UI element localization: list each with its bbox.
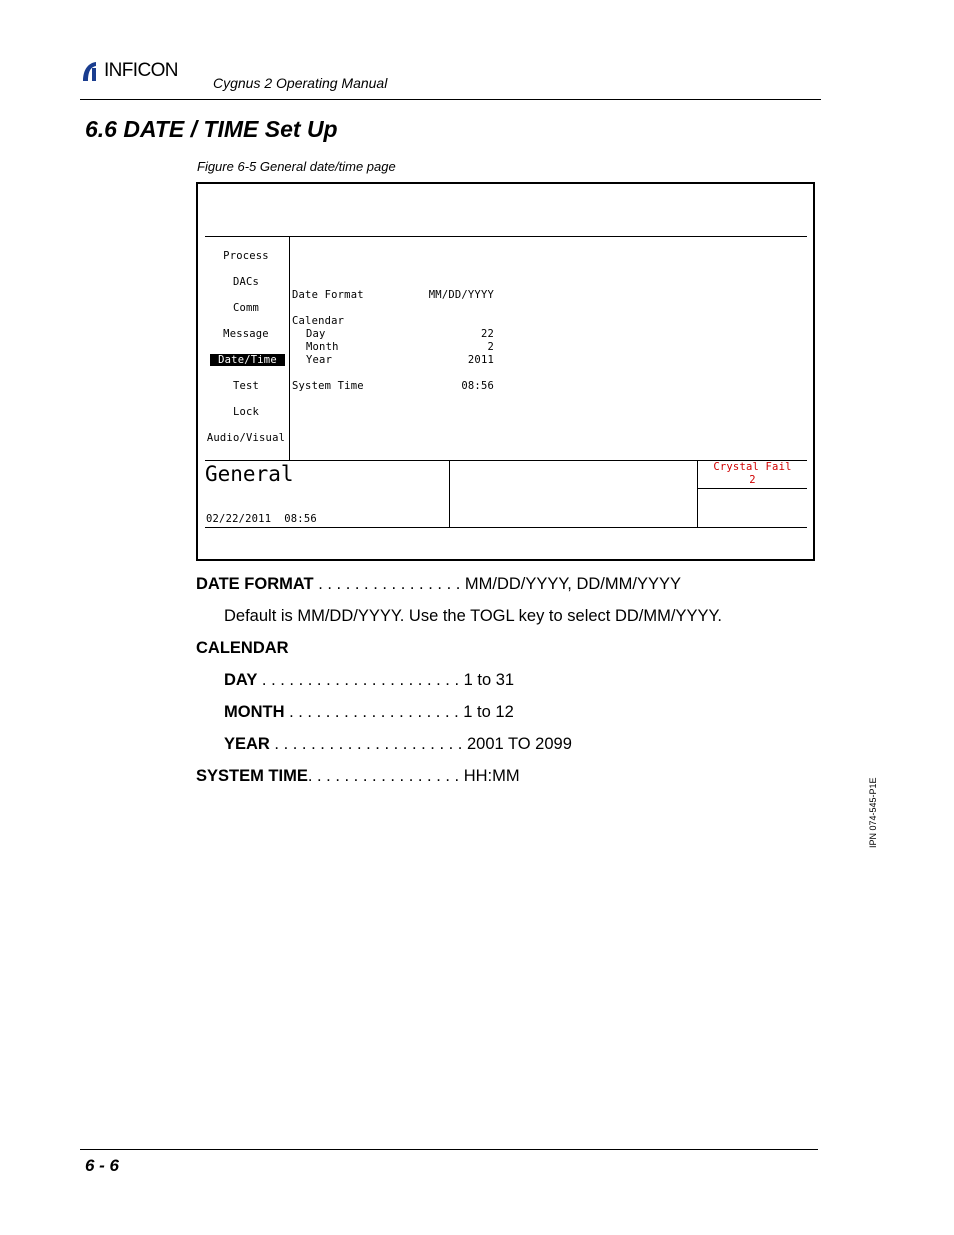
spec-date-format-value: MM/DD/YYYY, DD/MM/YYYY [464,575,681,593]
alarm-crystal-fail: Crystal Fail [713,461,792,473]
spec-system-time-label: SYSTEM TIME [196,767,308,785]
ipn-code: IPN 074-545-P1E [868,777,878,848]
page-number: 6 - 6 [85,1156,120,1175]
footer-rule [80,1149,818,1150]
month-value[interactable]: 2 [487,341,494,353]
manual-title: Cygnus 2 Operating Manual [213,75,388,91]
spec-month-dots: . . . . . . . . . . . . . . . . . . . [284,703,464,721]
alarm-divider [698,488,807,489]
spec-month-label: MONTH [224,703,285,721]
menu-item-process[interactable]: Process [223,250,269,262]
inficon-logo-mark-icon [80,60,102,82]
spec-date-format-note: Default is MM/DD/YYYY. Use the TOGL key to select DD/MM/YYYY. [224,607,722,625]
spec-day-value: 1 to 31 [463,671,515,689]
system-time-label: System Time [292,380,364,392]
device-screen [196,182,815,561]
spec-date-format-dots: . . . . . . . . . . . . . . . . [313,575,465,593]
spec-system-time-value: HH:MM [463,767,520,785]
menu-item-date-time[interactable]: Date/Time [210,354,285,366]
page-name: General [205,462,294,486]
status-divider-1 [449,460,450,527]
spec-year-label: YEAR [224,735,270,753]
calendar-label: Calendar [292,315,345,327]
inficon-logo [80,58,178,84]
screen-top-divider [205,236,807,237]
date-format-value[interactable]: MM/DD/YYYY [428,289,494,301]
menu-item-dacs[interactable]: DACs [232,276,260,288]
section-title: 6.6 DATE / TIME Set Up [85,116,338,142]
year-value[interactable]: 2011 [467,354,494,366]
alarm-crystal-number: 2 [749,474,756,486]
day-label: Day [306,328,326,340]
month-label: Month [306,341,339,353]
year-label: Year [306,354,333,366]
menu-item-lock[interactable]: Lock [232,406,260,418]
spec-date-format [196,575,681,594]
spec-day-label: DAY [224,671,258,689]
status-datetime: 02/22/2011 08:56 [206,513,317,525]
spec-year [224,735,572,754]
menu-item-message[interactable]: Message [223,328,269,340]
header-rule [80,99,821,100]
spec-system-time [196,767,520,786]
day-value[interactable]: 22 [480,328,494,340]
menu-divider [289,236,290,461]
menu-item-test[interactable]: Test [232,380,260,392]
spec-calendar-label: CALENDAR [196,639,289,657]
spec-date-format-label: DATE FORMAT [196,575,314,593]
spec-day [224,671,514,690]
logo-text: INFICON [104,60,178,81]
date-format-label: Date Format [292,289,364,301]
menu-item-comm[interactable]: Comm [232,302,260,314]
system-time-value[interactable]: 08:56 [461,380,494,392]
menu-item-audio-visual[interactable]: Audio/Visual [206,432,286,444]
spec-day-dots: . . . . . . . . . . . . . . . . . . . . . . [257,671,464,689]
spec-year-value: 2001 TO 2099 [466,735,572,753]
spec-month-value: 1 to 12 [463,703,514,721]
spec-month [224,703,514,722]
figure-caption: Figure 6-5 General date/time page [197,159,396,174]
spec-year-dots: . . . . . . . . . . . . . . . . . . . . . [269,735,467,753]
spec-calendar [196,639,289,658]
status-bottom-divider [205,527,807,528]
spec-system-time-dots: . . . . . . . . . . . . . . . . . [307,767,464,785]
